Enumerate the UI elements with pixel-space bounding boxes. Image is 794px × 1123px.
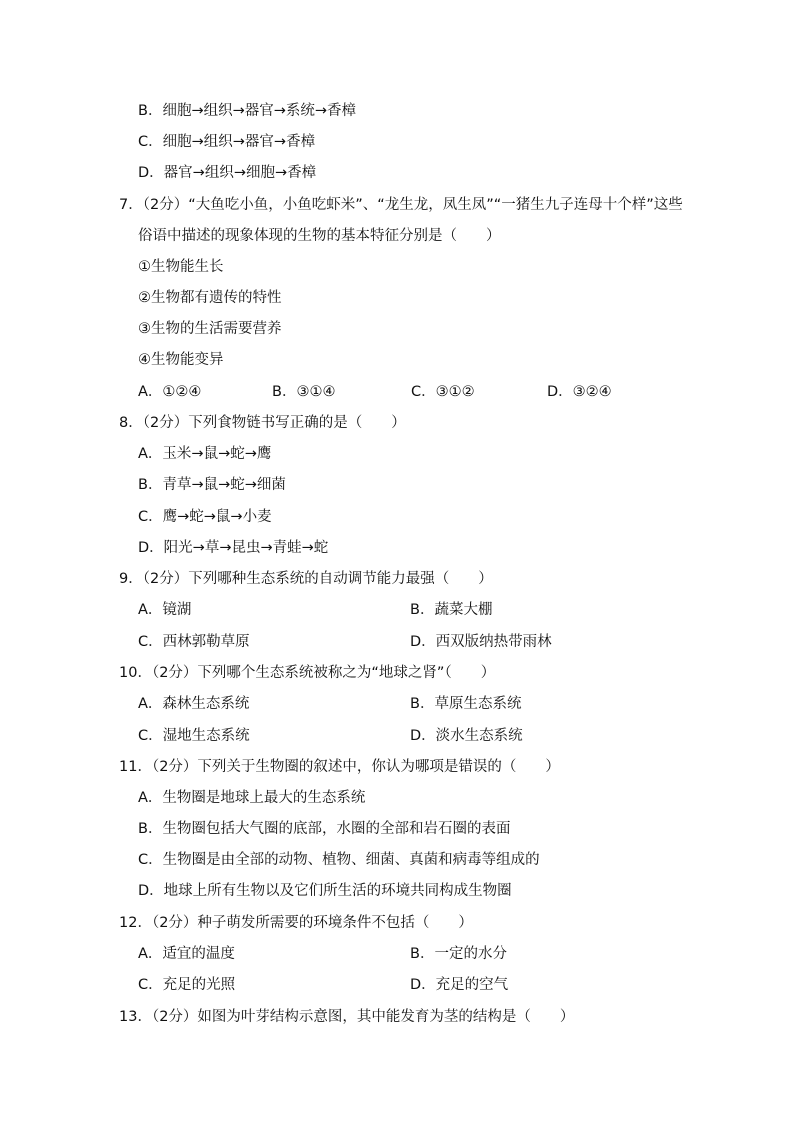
question-11-stem: 11．（2分）下列关于生物圈的叙述中，你认为哪项是错误的（ ） [119, 759, 560, 775]
option-a: A．玉米→鼠→蛇→鹰 [138, 446, 272, 462]
option-b: B．细胞→组织→器官→系统→香樟 [138, 103, 357, 119]
option-c: C．湿地生态系统 [138, 728, 250, 744]
statement-1: ①生物能生长 [138, 259, 224, 275]
question-12-stem: 12．（2分）种子萌发所需要的环境条件不包括（ ） [119, 915, 473, 931]
question-13-stem: 13．（2分）如图为叶芽结构示意图，其中能发育为茎的结构是（ ） [119, 1009, 575, 1025]
option-d: D．阳光→草→昆虫→青蛙→蛇 [138, 540, 329, 556]
statement-3: ③生物的生活需要营养 [138, 321, 282, 337]
option-a: A．镜湖 [138, 602, 192, 618]
option-a: A．适宜的温度 [138, 946, 235, 962]
question-9-stem: 9．（2分）下列哪种生态系统的自动调节能力最强（ ） [119, 571, 493, 587]
option-d: D．淡水生态系统 [410, 728, 523, 744]
option-b: B．蔬菜大棚 [410, 602, 493, 618]
option-a: A．①②④ [138, 384, 202, 400]
option-d: D．器官→组织→细胞→香樟 [138, 165, 317, 181]
option-c: C．充足的光照 [138, 977, 236, 993]
question-7-stem-continued: 俗语中描述的现象体现的生物的基本特征分别是（ ） [138, 228, 501, 244]
option-b: B．青草→鼠→蛇→细菌 [138, 477, 286, 493]
option-b: B．一定的水分 [410, 946, 507, 962]
option-c: C．细胞→组织→器官→香樟 [138, 134, 316, 150]
option-d: D．地球上所有生物以及它们所生活的环境共同构成生物圈 [138, 883, 512, 899]
option-c: C．生物圈是由全部的动物、植物、细菌、真菌和病毒等组成的 [138, 852, 540, 868]
option-d: D．③②④ [547, 384, 612, 400]
question-8-stem: 8．（2分）下列食物链书写正确的是（ ） [119, 415, 406, 431]
option-d: D．西双版纳热带雨林 [410, 634, 552, 650]
option-b: B．生物圈包括大气圈的底部，水圈的全部和岩石圈的表面 [138, 821, 511, 837]
option-c: C．鹰→蛇→鼠→小麦 [138, 509, 272, 525]
option-b: B．③①④ [272, 384, 336, 400]
option-b: B．草原生态系统 [410, 696, 522, 712]
question-10-stem: 10．（2分）下列哪个生态系统被称之为“地球之肾”（ ） [119, 665, 496, 681]
question-7-stem: 7．（2分）“大鱼吃小鱼，小鱼吃虾米”、“龙生龙，凤生凤”“一猪生九子连母十个样”这些 [119, 197, 683, 213]
option-d: D．充足的空气 [410, 977, 509, 993]
option-c: C．③①② [411, 384, 475, 400]
option-a: A．生物圈是地球上最大的生态系统 [138, 790, 366, 806]
option-c: C．西林郭勒草原 [138, 634, 250, 650]
statement-4: ④生物能变异 [138, 352, 224, 368]
option-a: A．森林生态系统 [138, 696, 250, 712]
statement-2: ②生物都有遗传的特性 [138, 290, 282, 306]
